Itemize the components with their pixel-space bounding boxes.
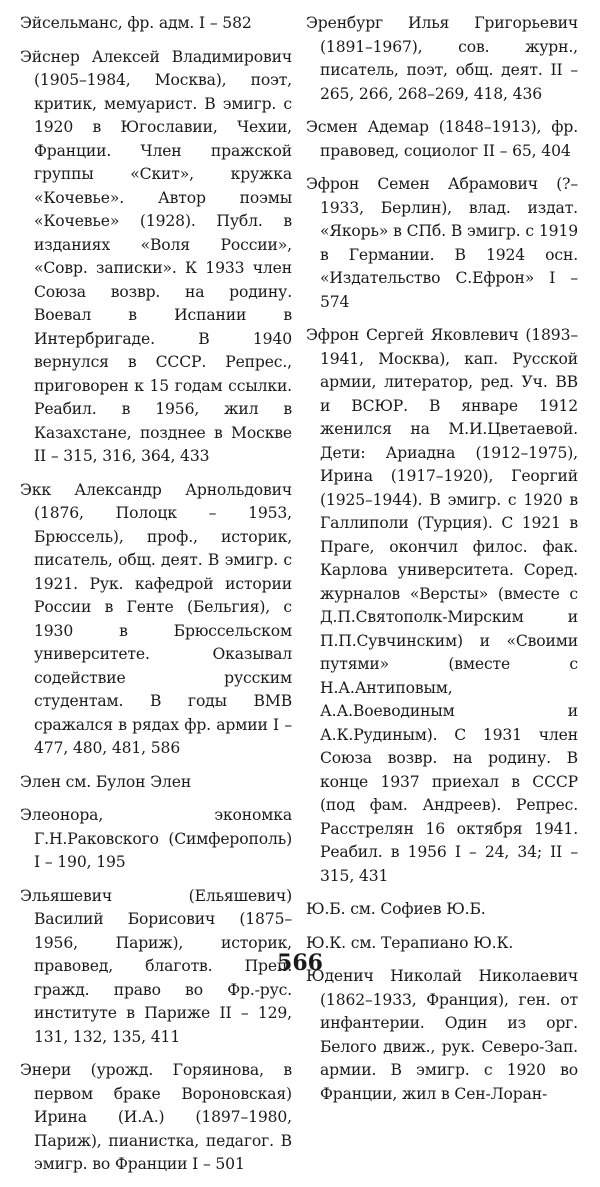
left-column [20,12,292,1187]
index-entry: Элеонора, экономка Г.Н.Раковского (Симферополь) I – 190, 195 [20,806,292,871]
index-entry: Эфрон Сергей Яковлевич (1893–1941, Москва), кап. Русской армии, литератор, ред. Уч. ВВ и ВСЮР. В январе 1912 женился на М.И.Цветаевой. Дети: Ариадна (1912–1975), Ирина (1917–1920), Георгий (1925–1944). В эмигр. с 1920 в Галлиполи (Турция). С 1921 в Праге, окончил филос. фак. Карлова университета. Соред. журналов «Версты» (вместе с Д.П.Святополк-Мирским и П.П.Сувчинским) и «Своими путями» (вместе с Н.А.Антиповым, А.А.Воеводиным и А.К.Рудиным). С 1931 член Союза возвр. на родину. В конце 1937 приехал в СССР (под фам. Андреев). Репрес. Расстрелян 16 октября 1941. Реабил. в 1956 I – 24, 34; II – 315, 431 [306,326,578,885]
index-entry: Юденич Николай Николаевич (1862–1933, Франция), ген. от инфантерии. Один из орг. Белого движ., рук. Северо-Зап. армии. В эмигр. с 1920 во Франции, жил в Сен-Лоран- [306,967,578,1103]
index-entry: Ю.Б. см. Софиев Ю.Б. [306,900,486,918]
index-entry: Эренбург Илья Григорьевич (1891–1967), сов. журн., писатель, поэт, общ. деят. II – 265, 266, 268–269, 418, 436 [306,14,578,103]
index-entry: Элен см. Булон Элен [20,772,192,791]
index-entry: Эйснер Алексей Владимирович (1905–1984, Москва), поэт, критик, мемуарист. В эмигр. с 1920 в Югославии, Чехии, Франции. Член пражской группы «Скит», кружка «Кочевье». Автор поэмы «Кочевье» (1928). Публ. в изданиях «Воля России», «Совр. записки». К 1933 член Союза возвр. на родину. Воевал в Испании в Интербригаде. В 1940 вернулся в СССР. Репрес., приговорен к 15 годам ссылки. Реабил. в 1956, жил в Казахстане, позднее в Москве II – 315, 316, 364, 433 [20,47,292,465]
index-entry: Ю.К. см. Терапиано Ю.К. [306,933,514,952]
page-number: 566 [277,950,323,976]
index-entry: Эфрон Семен Абрамович (?–1933, Берлин), влад. издат. «Якорь» в СПб. В эмигр. с 1919 в Германии. В 1924 осн. «Издательство С.Ефрон» I – 574 [306,175,578,311]
index-entry: Эйсельманс, фр. адм. I – 582 [20,14,252,32]
index-entry: Эльяшевич (Ельяшевич) Василий Борисович (1875–1956, Париж), историк, правовед, благотв. Преп. гражд. право во Фр.-рус. институте в Париже II – 129, 131, 132, 135, 411 [20,886,292,1046]
index-entry: Экк Александр Арнольдович (1876, Полоцк – 1953, Брюссель), проф., историк, писатель, общ. деят. В эмигр. с 1921. Рук. кафедрой истории России в Генте (Бельгия), с 1930 в Брюссельском университете. Оказывал содействие русским студентам. В годы ВМВ сражался в рядах фр. армии I – 477, 480, 481, 586 [20,480,292,757]
index-entry: Энери (урожд. Горяинова, в первом браке Вороновская) Ирина (И.А.) (1897–1980, Париж), пианистка, педагог. В эмигр. во Франции I – 501 [20,1061,292,1173]
index-entry: Эсмен Адемар (1848–1913), фр. правовед, социолог II – 65, 404 [306,118,578,160]
